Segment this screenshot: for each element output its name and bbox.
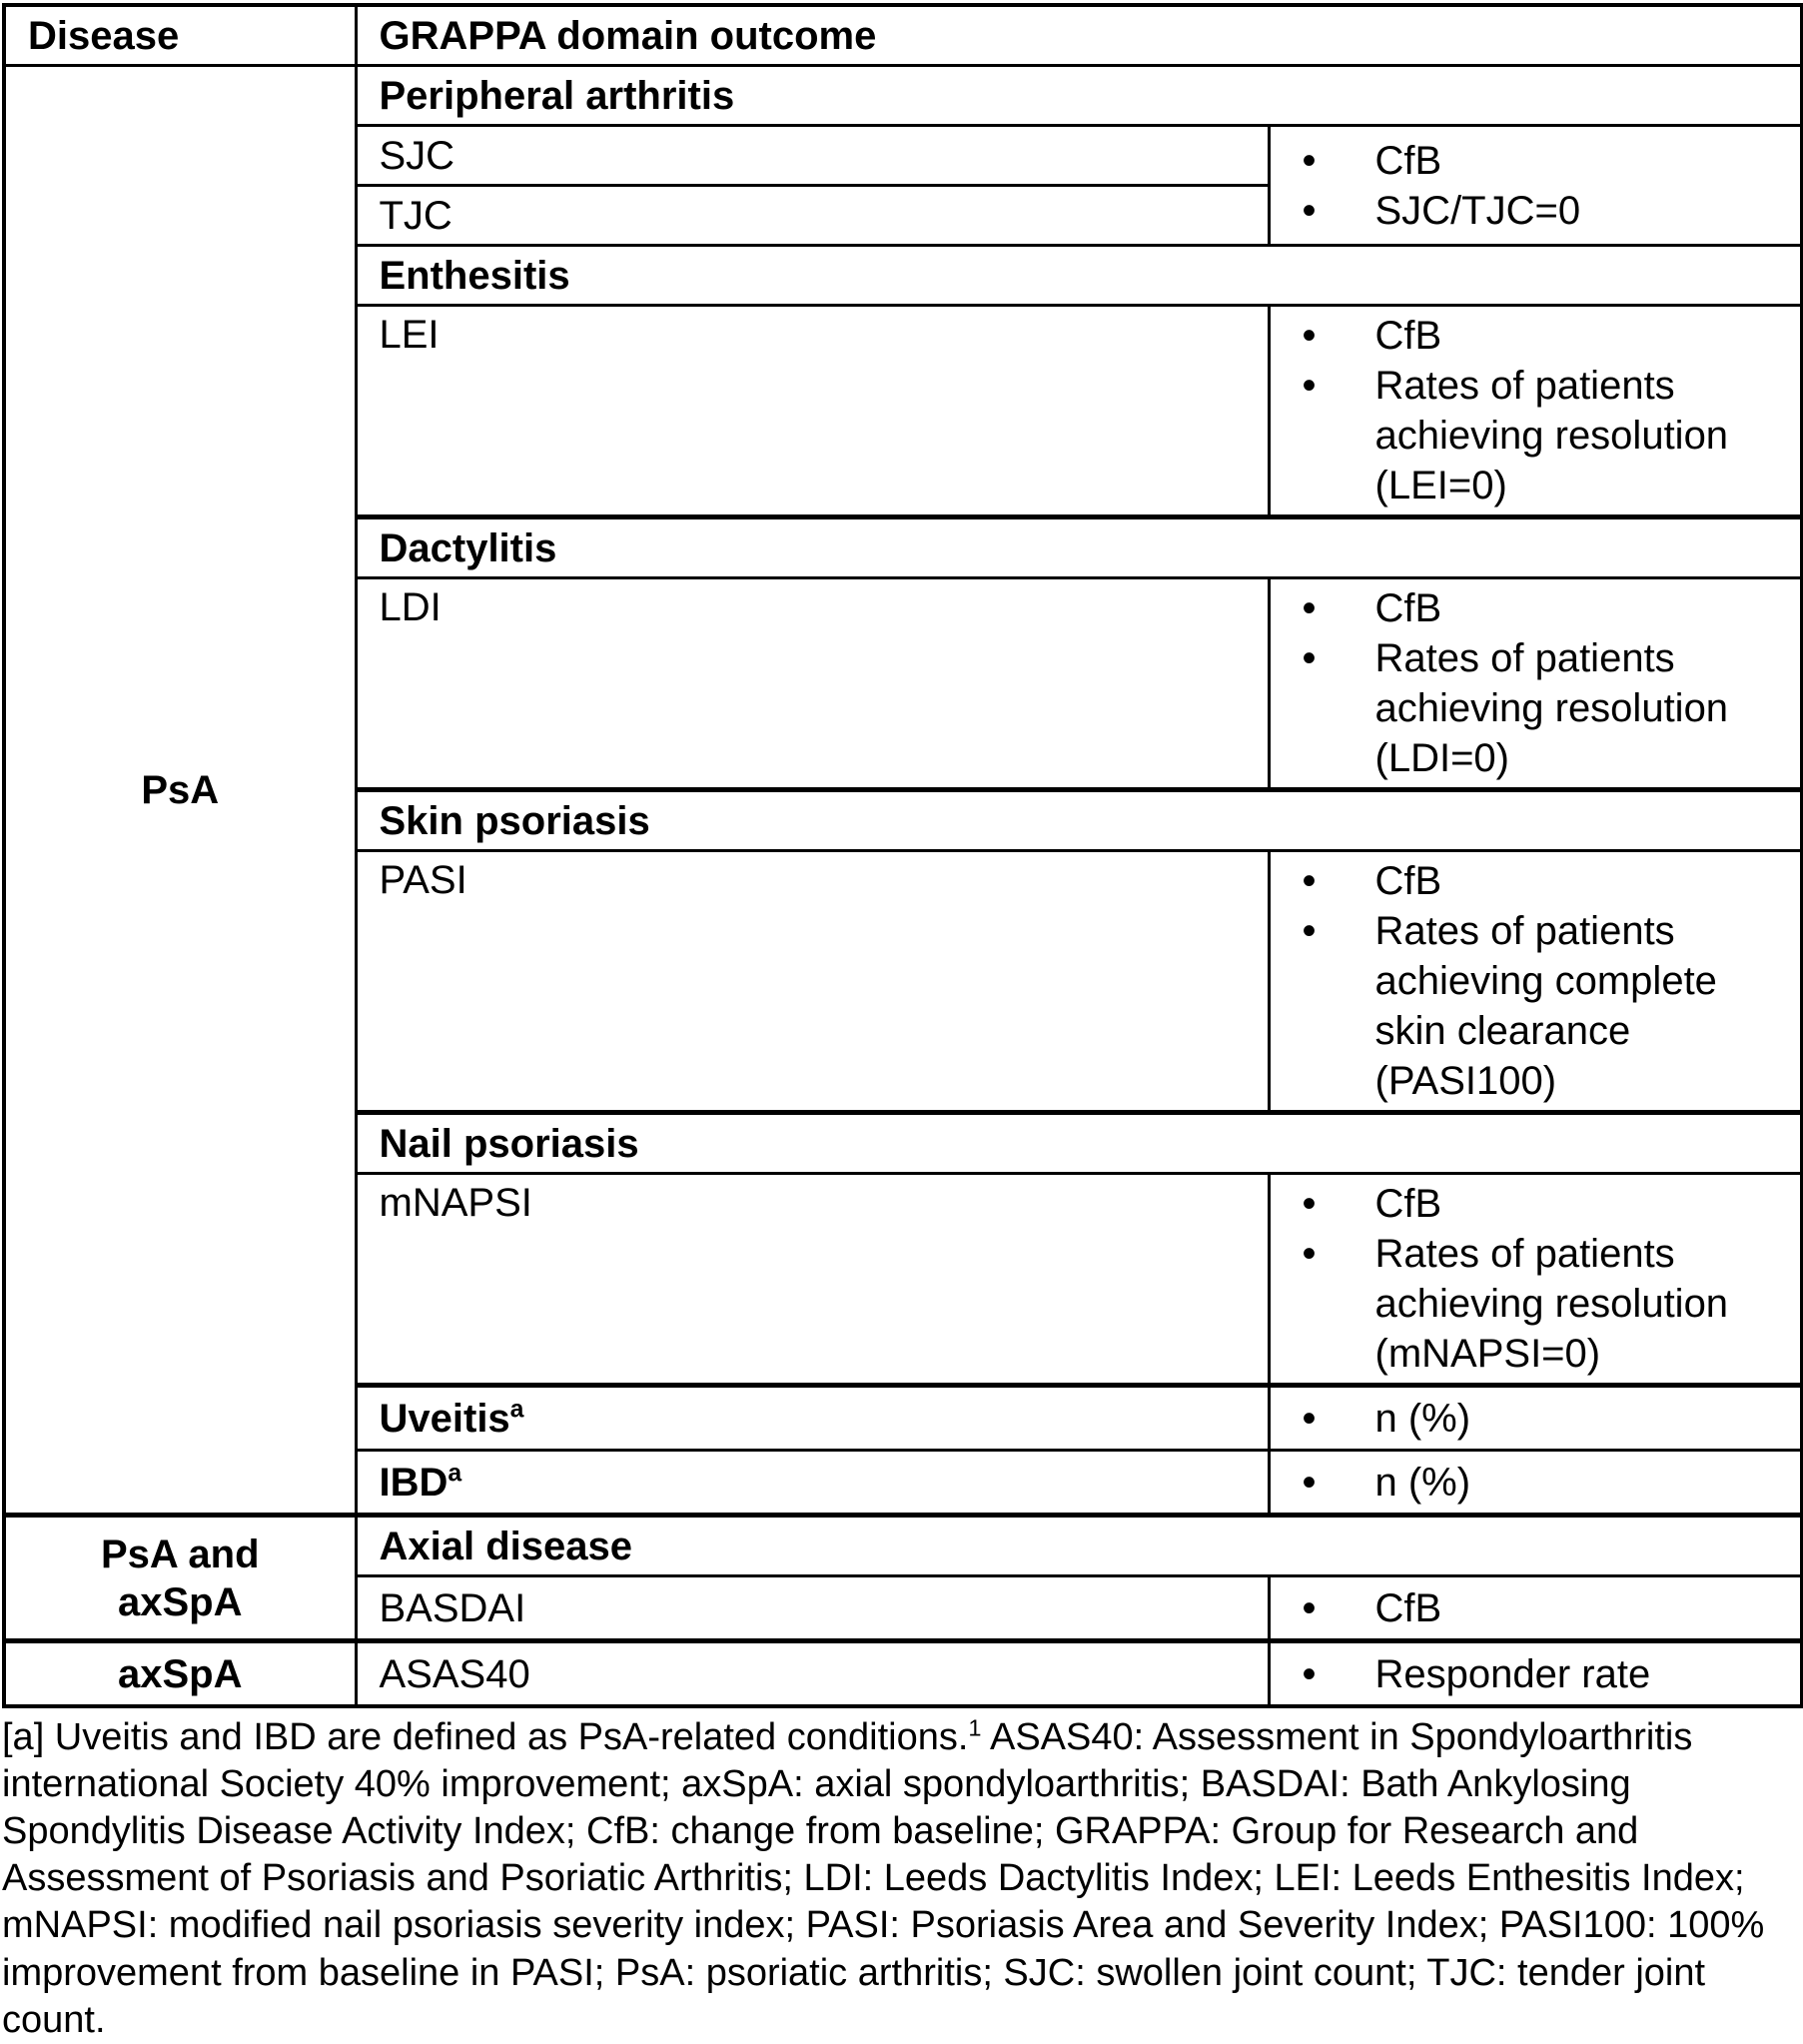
bullet-icon: • (1302, 314, 1317, 358)
outcome-text: SJC/TJC=0 (1374, 188, 1581, 233)
outcome-text: CfB (1374, 586, 1442, 630)
footnote-definition: [a] Uveitis and IBD are defined as PsA-related conditions. (2, 1716, 969, 1758)
bullet-item (1303, 1583, 1795, 1633)
outcome-line: achieving resolution (1374, 686, 1729, 730)
bullet-item (1303, 633, 1795, 783)
measure-ldi: LDI (356, 578, 1269, 790)
measure-sjc: SJC (356, 126, 1269, 186)
outcome-text: n (%) (1374, 1460, 1471, 1505)
domain-header-skin-psoriasis: Skin psoriasis (356, 790, 1802, 851)
outcome-text (1375, 361, 1729, 511)
domain-header-enthesitis: Enthesitis (356, 246, 1802, 306)
bullet-item (1303, 1394, 1795, 1444)
outcome-line: (PASI100) (1374, 1059, 1557, 1103)
grappa-outcomes-table (2, 3, 1803, 1708)
disease-cell-axspa: axSpA (4, 1641, 356, 1707)
bullet-icon: • (1302, 138, 1317, 183)
outcome-text: n (%) (1374, 1396, 1471, 1441)
column-header-grappa-outcome: GRAPPA domain outcome (356, 5, 1802, 66)
outcome-cell-asas40 (1269, 1641, 1802, 1707)
measure-tjc: TJC (356, 186, 1269, 246)
ibd-label: IBD (379, 1460, 449, 1505)
domain-header-nail-psoriasis: Nail psoriasis (356, 1113, 1802, 1174)
domain-header-dactylitis: Dactylitis (356, 517, 1802, 578)
column-header-disease: Disease (4, 5, 356, 66)
bullet-icon: • (1302, 909, 1317, 953)
bullet-item (1303, 1229, 1795, 1379)
bullet-icon: • (1302, 1651, 1317, 1696)
outcome-cell-basdai (1269, 1576, 1802, 1641)
domain-header-peripheral-arthritis: Peripheral arthritis (356, 66, 1802, 126)
row-peripheral-arthritis-header (4, 66, 1802, 126)
disease-label-line: axSpA (118, 1579, 243, 1624)
measure-lei: LEI (356, 306, 1269, 517)
uveitis-label: Uveitis (379, 1396, 510, 1441)
outcome-line: (LDI=0) (1374, 736, 1509, 780)
outcome-line: (LEI=0) (1374, 464, 1507, 508)
outcome-text: CfB (1374, 314, 1442, 358)
bullet-icon: • (1302, 1585, 1317, 1630)
outcome-line: Rates of patients (1374, 909, 1675, 953)
measure-asas40: ASAS40 (356, 1641, 1269, 1707)
bullet-icon: • (1302, 636, 1317, 680)
domain-header-ibd (356, 1451, 1269, 1516)
outcome-line: achieving complete (1374, 959, 1717, 1003)
bullet-icon: • (1302, 1182, 1317, 1226)
outcome-text: CfB (1374, 138, 1442, 183)
outcome-line: skin clearance (1374, 1009, 1631, 1053)
bullet-icon: • (1302, 1396, 1317, 1441)
outcome-line: Rates of patients (1374, 1232, 1675, 1276)
bullet-item (1303, 1649, 1795, 1699)
bullet-item (1303, 1458, 1795, 1508)
bullet-item (1303, 186, 1795, 236)
disease-cell-psa: PsA (4, 66, 356, 1516)
row-axial-disease-header (4, 1516, 1802, 1576)
disease-label-line: PsA and (100, 1532, 260, 1576)
measure-mnapsi: mNAPSI (356, 1174, 1269, 1386)
outcome-line: achieving resolution (1374, 414, 1729, 458)
outcome-cell-lei (1269, 306, 1802, 517)
outcome-text (1375, 906, 1717, 1106)
outcome-text: CfB (1374, 859, 1442, 903)
footnote-reference-marker: 1 (968, 1714, 982, 1741)
outcome-text: CfB (1374, 1585, 1442, 1630)
outcome-cell-uveitis (1269, 1386, 1802, 1451)
bullet-item (1303, 361, 1795, 511)
bullet-item (1303, 136, 1795, 186)
domain-header-uveitis (356, 1386, 1269, 1451)
outcome-cell-ibd (1269, 1451, 1802, 1516)
table-footnote (2, 1714, 1800, 2044)
bullet-item (1303, 1179, 1795, 1229)
outcome-line: Rates of patients (1374, 636, 1675, 680)
row-asas40 (4, 1641, 1802, 1707)
measure-basdai: BASDAI (356, 1576, 1269, 1641)
bullet-item (1303, 311, 1795, 361)
outcome-text: Responder rate (1374, 1651, 1651, 1696)
bullet-icon: • (1302, 188, 1317, 233)
outcome-cell-mnapsi (1269, 1174, 1802, 1386)
outcome-line: achieving resolution (1374, 1282, 1729, 1326)
bullet-icon: • (1302, 859, 1317, 903)
domain-header-axial-disease: Axial disease (356, 1516, 1802, 1576)
outcome-text: CfB (1374, 1182, 1442, 1226)
outcome-cell-pasi (1269, 851, 1802, 1113)
footnote-abbreviations: ASAS40: Assessment in Spondyloarthritis international Society 40% improvement; axSpA: axial spondyloarthritis; BASDAI: Bath Ankylosing Spondylitis Disease Activity Index; CfB: change from baseline; GRAPPA: Group for Research and Assessment of Psoriasis and Psoriatic Arthritis; LDI: Leeds Dactylitis Index; LEI: Leeds Enthesitis Index; mNAPSI: modified nail psoriasis severity index; PASI: Psoriasis Area and Severity Index; PASI100: 100% improvement from baseline in PASI; PsA: psoriatic arthritis; SJC: swollen joint count; TJC: tender joint count. (2, 1716, 1765, 2041)
outcome-text (1375, 633, 1729, 783)
ibd-footnote-marker: a (448, 1460, 462, 1488)
bullet-icon: • (1302, 364, 1317, 408)
outcome-line: Rates of patients (1374, 364, 1675, 408)
uveitis-footnote-marker: a (509, 1396, 524, 1424)
outcome-line: (mNAPSI=0) (1374, 1332, 1601, 1376)
bullet-item (1303, 856, 1795, 906)
bullet-icon: • (1302, 1232, 1317, 1276)
outcome-text (1375, 1229, 1729, 1379)
measure-pasi: PASI (356, 851, 1269, 1113)
bullet-icon: • (1302, 1460, 1317, 1505)
bullet-icon: • (1302, 586, 1317, 630)
table-header-row (4, 5, 1802, 66)
bullet-item (1303, 906, 1795, 1106)
outcome-cell-sjc-tjc (1269, 126, 1802, 246)
outcome-cell-ldi (1269, 578, 1802, 790)
bullet-item (1303, 583, 1795, 633)
disease-cell-psa-and-axspa (4, 1516, 356, 1641)
